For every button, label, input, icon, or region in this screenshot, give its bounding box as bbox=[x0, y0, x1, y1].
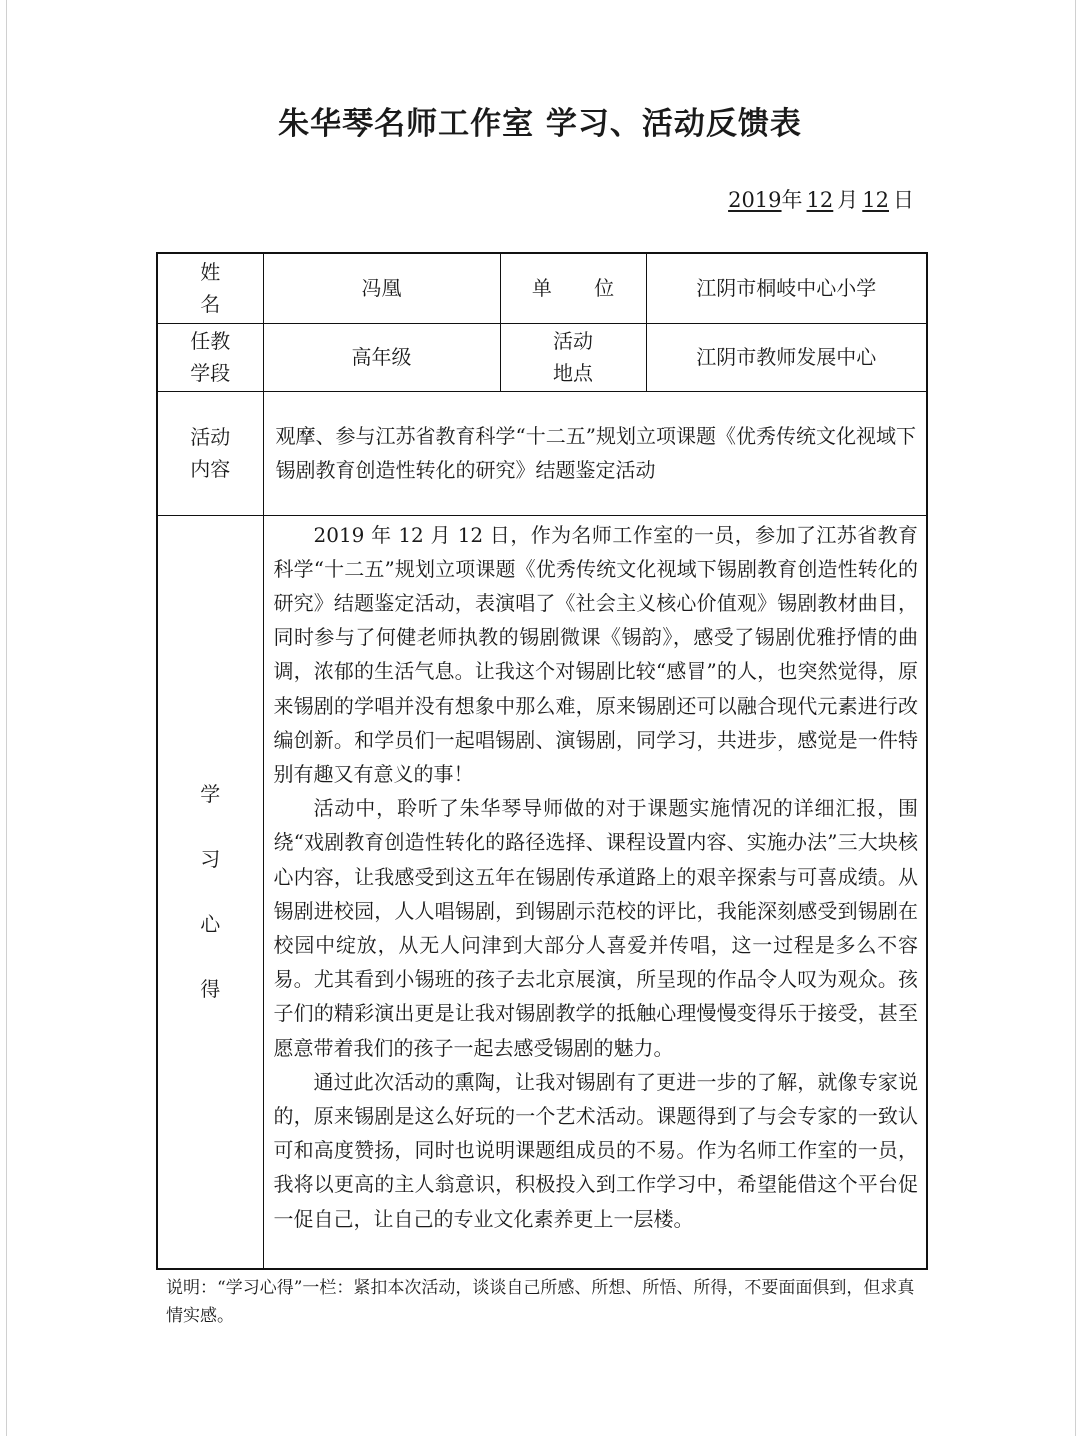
feedback-table bbox=[156, 252, 928, 1270]
page-edge-right bbox=[1075, 0, 1076, 1436]
grade-label-line-2: 学段 bbox=[190, 361, 231, 385]
name-label: 姓 名 bbox=[157, 253, 263, 323]
location-label-line-1: 活动 bbox=[553, 329, 593, 353]
content-label bbox=[157, 391, 263, 515]
reflection-body bbox=[263, 515, 927, 1269]
reflection-paragraph: 活动中，聆听了朱华琴导师做的对于课题实施情况的详细汇报，围绕“戏剧教育创造性转化的路径选择、课程设置内容、实施办法”三大块核心内容，让我感受到这五年在锡剧传承道路上的艰辛探索与可喜成绩。从锡剧进校园，人人唱锡剧，到锡剧示范校的评比，我能深刻感受到锡剧在校园中绽放，从无人问津到大部分人喜爱并传唱，这一过程是多么不容易。尤其看到小锡班的孩子去北京展演，所呈现的作品令人叹为观众。孩子们的精彩演出更是让我对锡剧教学的抵触心理慢慢变得乐于接受，甚至愿意带着我们的孩子一起去感受锡剧的魅力。 bbox=[273, 796, 918, 1060]
content-label-line-2: 内容 bbox=[190, 457, 231, 481]
reflection-label-char: 学 bbox=[200, 781, 221, 806]
document-date bbox=[728, 184, 914, 214]
document-title: 朱华琴名师工作室 学习、活动反馈表 bbox=[278, 106, 802, 142]
footnote: 说明：“学习心得”一栏：紧扣本次活动，谈谈自己所感、所想、所悟、所得，不要面面俱到，但求真情实感。 bbox=[166, 1278, 915, 1326]
reflection-paragraph: 通过此次活动的熏陶，让我对锡剧有了更进一步的了解，就像专家说的，原来锡剧是这么好玩的一个艺术活动。课题得到了与会专家的一致认可和高度赞扬，同时也说明课题组成员的不易。作为名师工作室的一员，我将以更高的主人翁意识，积极投入到工作学习中，希望能借这个平台促一促自己，让自己的专业文化素养更上一层楼。 bbox=[273, 1069, 918, 1231]
location-label-line-2: 地点 bbox=[553, 361, 593, 385]
date-month: 12 bbox=[806, 188, 834, 212]
reflection-label bbox=[157, 515, 263, 1269]
name-value: 冯凰 bbox=[263, 253, 500, 323]
reflection-label-char: 得 bbox=[200, 976, 221, 1001]
reflection-label-char: 心 bbox=[200, 911, 221, 936]
page-edge-left bbox=[6, 0, 7, 1436]
unit-label: 单 位 bbox=[500, 253, 646, 323]
grade-value: 高年级 bbox=[263, 323, 500, 391]
location-label bbox=[500, 323, 646, 391]
date-day-unit: 日 bbox=[893, 188, 914, 212]
location-value: 江阴市教师发展中心 bbox=[646, 323, 927, 391]
table-row bbox=[157, 323, 927, 391]
grade-label bbox=[157, 323, 263, 391]
table-row bbox=[157, 391, 927, 515]
reflection-paragraph: 2019 年 12 月 12 日，作为名师工作室的一员，参加了江苏省教育科学“十二五”规划立项课题《优秀传统文化视域下锡剧教育创造性转化的研究》结题鉴定活动，表演唱了《社会主义核心价值观》锡剧教材曲目，同时参与了何健老师执教的锡剧微课《锡韵》，感受了锡剧优雅抒情的曲调，浓郁的生活气息。让我这个对锡剧比较“感冒”的人，也突然觉得，原来锡剧的学唱并没有想象中那么难，原来锡剧还可以融合现代元素进行改编创新。和学员们一起唱锡剧、演锡剧，同学习，共进步，感觉是一件特别有趣又有意义的事！ bbox=[273, 522, 918, 786]
date-year: 2019 bbox=[728, 188, 782, 212]
date-year-unit: 年 bbox=[781, 188, 803, 212]
unit-value: 江阴市桐岐中心小学 bbox=[646, 253, 927, 323]
table-row bbox=[157, 253, 927, 323]
table-row bbox=[157, 515, 927, 1269]
content-value: 观摩、参与江苏省教育科学“十二五”规划立项课题《优秀传统文化视域下锡剧教育创造性转化的研究》结题鉴定活动 bbox=[263, 391, 927, 515]
date-day: 12 bbox=[862, 188, 889, 212]
content-label-line-1: 活动 bbox=[190, 425, 231, 449]
grade-label-line-1: 任教 bbox=[190, 329, 231, 353]
date-month-unit: 月 bbox=[837, 188, 859, 212]
reflection-label-char: 习 bbox=[200, 846, 221, 871]
